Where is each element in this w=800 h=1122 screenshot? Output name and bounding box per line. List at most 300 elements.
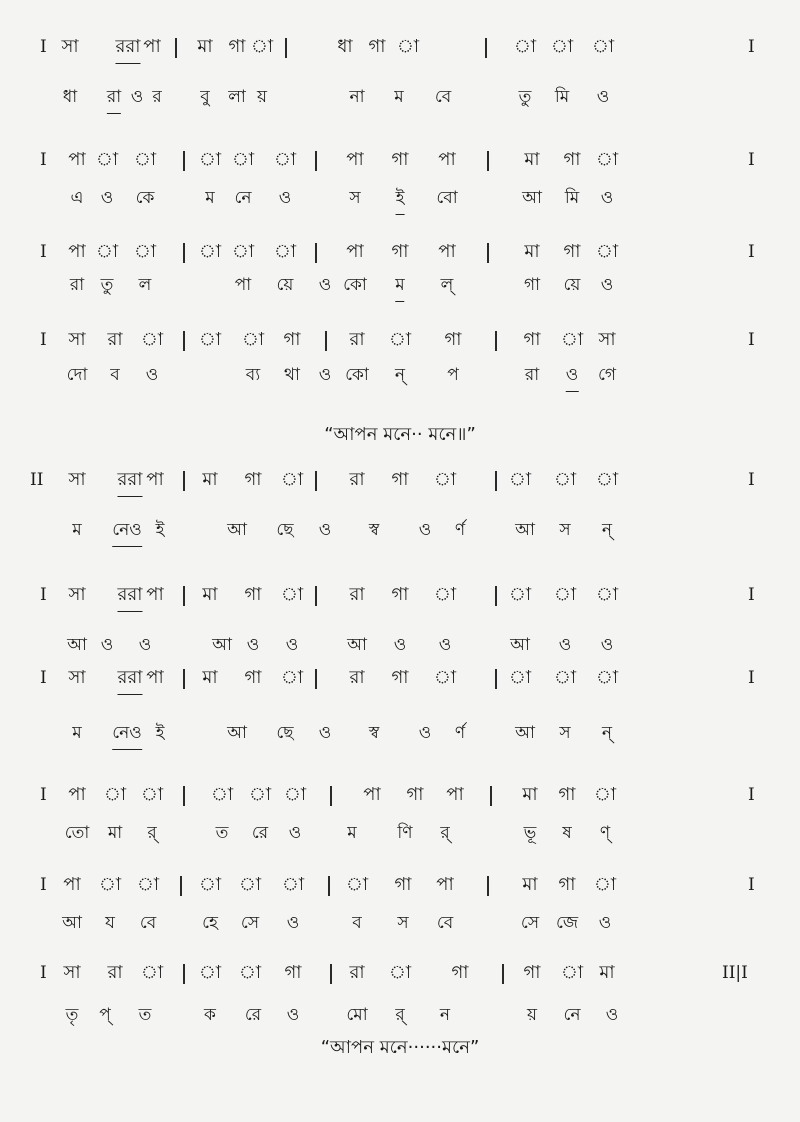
note: মা <box>202 667 218 688</box>
barline <box>495 471 497 491</box>
lyric-syllable: ল্ <box>440 275 454 295</box>
lyric-syllable: ত <box>138 1005 152 1025</box>
note: গা <box>558 784 576 805</box>
lyric-syllable: বু <box>200 87 210 107</box>
end-barline: I <box>748 37 755 57</box>
lyric-syllable: য <box>105 913 115 933</box>
lyric-syllable: ও <box>318 723 332 743</box>
lyric-syllable: ও <box>566 360 579 392</box>
lyric-syllable: আ <box>212 635 232 655</box>
lyric-syllable: আ <box>227 520 247 540</box>
note: া <box>273 241 297 262</box>
lyric-syllable: আ <box>522 188 542 208</box>
note: গা <box>284 962 302 983</box>
section-heading: “আপন মনে······মনে” <box>320 1037 480 1058</box>
lyric-syllable: ই <box>396 183 405 215</box>
note: সা <box>598 329 616 350</box>
lyric-syllable: প <box>447 365 459 385</box>
lyric-syllable: ণি <box>397 823 413 843</box>
barline <box>502 964 504 984</box>
barline <box>330 786 332 806</box>
lyric-syllable: ব <box>110 365 120 385</box>
note: া <box>238 874 262 895</box>
lyric-syllable: ম <box>394 87 404 107</box>
lyric-syllable: সে <box>240 913 260 933</box>
note: ররা <box>117 663 142 695</box>
lyric-syllable: রা <box>107 82 121 114</box>
lyric-syllable: থা <box>284 365 300 385</box>
note: া <box>595 667 619 688</box>
lyric-syllable: ও <box>600 275 614 295</box>
note: গা <box>563 241 581 262</box>
note: রা <box>349 469 365 490</box>
barline <box>183 331 185 351</box>
note: া <box>231 241 255 262</box>
note: া <box>388 329 412 350</box>
barline <box>330 964 332 984</box>
lyric-syllable: স <box>397 913 409 933</box>
note: গা <box>558 874 576 895</box>
lyrics-line <box>0 908 800 938</box>
lyric-syllable: স <box>349 188 361 208</box>
note: পা <box>68 149 86 170</box>
lyric-syllable: ও <box>278 188 292 208</box>
lyric-syllable: ও <box>600 635 614 655</box>
note: পা <box>146 667 164 688</box>
lyric-syllable: ম <box>395 270 404 302</box>
note: া <box>103 784 127 805</box>
lyric-syllable: প্ <box>99 1005 111 1025</box>
note: গা <box>406 784 424 805</box>
note: রা <box>349 584 365 605</box>
lyric-syllable: মি <box>554 87 570 107</box>
lyric-syllable: য় <box>526 1005 538 1025</box>
lyric-syllable: কে <box>135 188 155 208</box>
note: া <box>433 584 457 605</box>
note: পা <box>436 874 454 895</box>
lyric-syllable: আ <box>67 635 87 655</box>
section-heading: “আপন মনে·· মনে॥” <box>324 424 476 445</box>
note: া <box>198 149 222 170</box>
barline <box>315 471 317 491</box>
note: মা <box>524 241 540 262</box>
lyric-syllable: য় <box>256 87 268 107</box>
notes-line <box>0 958 800 988</box>
barline <box>487 243 489 263</box>
note: া <box>283 784 307 805</box>
note: া <box>140 962 164 983</box>
lyric-syllable: ও <box>418 520 432 540</box>
note: া <box>593 874 617 895</box>
notes-line <box>0 145 800 175</box>
lyric-syllable: ম <box>205 188 215 208</box>
note: সা <box>68 584 86 605</box>
lyric-syllable: ব্য <box>245 365 261 385</box>
note: া <box>248 784 272 805</box>
note: া <box>95 241 119 262</box>
note: া <box>513 36 537 57</box>
barline <box>328 876 330 896</box>
note: া <box>280 584 304 605</box>
lyric-syllable: আ <box>515 520 535 540</box>
note: া <box>273 149 297 170</box>
end-barline: I <box>748 470 755 490</box>
note: পা <box>438 149 456 170</box>
lyric-syllable: র <box>152 87 162 107</box>
note: া <box>553 667 577 688</box>
end-barline: I <box>748 875 755 895</box>
end-barline: I <box>748 330 755 350</box>
note: া <box>210 784 234 805</box>
notes-line <box>0 870 800 900</box>
end-barline: I <box>748 242 755 262</box>
note: গা <box>391 149 409 170</box>
note: গা <box>523 329 541 350</box>
notes-line <box>0 237 800 267</box>
lyric-syllable: ছে <box>276 723 294 743</box>
note: া <box>238 962 262 983</box>
barline <box>490 786 492 806</box>
note: গা <box>451 962 469 983</box>
lyric-syllable: ম <box>72 520 82 540</box>
lyric-syllable: ও <box>600 188 614 208</box>
lyric-syllable: দো <box>66 365 88 385</box>
note: া <box>595 584 619 605</box>
note: মা <box>524 149 540 170</box>
note: া <box>198 874 222 895</box>
lyric-syllable: নেও <box>112 515 142 547</box>
lyric-syllable: নে <box>563 1005 581 1025</box>
lyric-syllable: ও <box>318 520 332 540</box>
note: সা <box>68 329 86 350</box>
note: গা <box>283 329 301 350</box>
lyrics-line <box>0 1000 800 1030</box>
lyric-syllable: ও <box>246 635 260 655</box>
end-barline: I <box>748 150 755 170</box>
barline <box>315 243 317 263</box>
lyric-syllable: ও <box>100 635 114 655</box>
lyric-syllable: ন্ <box>601 520 613 540</box>
note: মা <box>202 584 218 605</box>
lyric-syllable: মা <box>107 823 123 843</box>
lyric-syllable: ণ্ <box>599 823 611 843</box>
lyric-syllable: তৃ <box>65 1005 79 1025</box>
note: পা <box>446 784 464 805</box>
note: া <box>95 149 119 170</box>
lyric-syllable: র্ <box>147 823 157 843</box>
note: ররা <box>117 580 142 612</box>
lyric-syllable: তু <box>100 275 114 295</box>
lyric-syllable: বে <box>434 87 452 107</box>
end-barline: I <box>748 785 755 805</box>
start-barline: I <box>40 330 47 350</box>
note: সা <box>68 469 86 490</box>
lyric-syllable: ও <box>393 635 407 655</box>
lyric-syllable: গে <box>597 365 617 385</box>
note: মা <box>197 36 213 57</box>
barline <box>315 151 317 171</box>
note: গা <box>444 329 462 350</box>
note: রা <box>349 667 365 688</box>
barline <box>495 331 497 351</box>
lyrics-line <box>0 630 800 660</box>
note: া <box>433 469 457 490</box>
lyrics-line <box>0 818 800 848</box>
note: পা <box>438 241 456 262</box>
barline <box>180 876 182 896</box>
note: রা <box>107 962 123 983</box>
note: া <box>98 874 122 895</box>
note: পা <box>146 469 164 490</box>
lyric-syllable: নে <box>234 188 252 208</box>
lyrics-line <box>0 360 800 390</box>
barline <box>485 38 487 58</box>
note: া <box>595 469 619 490</box>
note: রা <box>107 329 123 350</box>
barline <box>183 586 185 606</box>
lyric-syllable: ও <box>605 1005 619 1025</box>
lyric-syllable: ন <box>439 1005 451 1025</box>
notes-line <box>0 780 800 810</box>
lyrics-line <box>0 515 800 545</box>
lyric-syllable: কো <box>343 275 367 295</box>
note: গা <box>391 469 409 490</box>
note: া <box>241 329 265 350</box>
lyric-syllable: জে <box>555 913 579 933</box>
barline <box>183 243 185 263</box>
note: া <box>433 667 457 688</box>
note: া <box>595 149 619 170</box>
lyric-syllable: ত <box>215 823 229 843</box>
lyric-syllable: ই <box>155 723 165 743</box>
note: া <box>593 784 617 805</box>
lyric-syllable: স <box>559 520 571 540</box>
lyric-syllable: ও <box>438 635 452 655</box>
note: পা <box>63 874 81 895</box>
note: া <box>345 874 369 895</box>
lyric-syllable: রে <box>251 823 269 843</box>
lyric-syllable: মো <box>346 1005 368 1025</box>
note: গা <box>563 149 581 170</box>
note: া <box>140 784 164 805</box>
lyric-syllable: রে <box>244 1005 262 1025</box>
lyric-syllable: ন্ <box>394 365 406 385</box>
note: া <box>591 36 615 57</box>
lyric-syllable: ধা <box>62 87 78 107</box>
barline <box>325 331 327 351</box>
end-barline: I <box>748 668 755 688</box>
lyric-syllable: র্ <box>395 1005 405 1025</box>
lyric-syllable: হে <box>202 913 218 933</box>
barline <box>183 669 185 689</box>
note: া <box>508 584 532 605</box>
note: া <box>508 667 532 688</box>
note: রা <box>349 962 365 983</box>
note: ররা <box>117 465 142 497</box>
note: গা <box>228 36 246 57</box>
start-barline: I <box>40 668 47 688</box>
lyric-syllable: লা <box>228 87 246 107</box>
note: া <box>553 584 577 605</box>
lyric-syllable: স্ব <box>368 723 380 743</box>
lyric-syllable: আ <box>515 723 535 743</box>
note: া <box>550 36 574 57</box>
lyric-syllable: রা <box>69 275 85 295</box>
lyric-syllable: ম <box>347 823 357 843</box>
lyric-syllable: এ <box>70 188 84 208</box>
lyrics-line <box>0 82 800 112</box>
note: ধা <box>337 36 353 57</box>
notes-line <box>0 465 800 495</box>
lyric-syllable: রা <box>524 365 540 385</box>
barline <box>315 586 317 606</box>
note: া <box>508 469 532 490</box>
note: পা <box>346 149 364 170</box>
note: গা <box>391 584 409 605</box>
lyric-syllable: তো <box>64 823 90 843</box>
start-barline: II <box>30 470 44 490</box>
note: া <box>231 149 255 170</box>
note: া <box>553 469 577 490</box>
lyric-syllable: ন্ <box>601 723 613 743</box>
lyric-syllable: ব <box>352 913 362 933</box>
note: া <box>198 962 222 983</box>
note: গা <box>368 36 386 57</box>
start-barline: I <box>40 785 47 805</box>
lyric-syllable: ভূ <box>523 823 537 843</box>
barline <box>183 151 185 171</box>
note: া <box>280 469 304 490</box>
barline <box>495 669 497 689</box>
lyric-syllable: ও <box>596 87 610 107</box>
start-barline: I <box>40 963 47 983</box>
start-barline: I <box>40 242 47 262</box>
lyric-syllable: ও <box>418 723 432 743</box>
lyric-syllable: র্ণ <box>454 520 466 540</box>
lyric-syllable: আ <box>510 635 530 655</box>
note: পা <box>143 36 161 57</box>
start-barline: I <box>40 875 47 895</box>
note: গা <box>244 469 262 490</box>
lyric-syllable: সে <box>520 913 540 933</box>
lyric-syllable: ও <box>100 188 114 208</box>
note: া <box>280 667 304 688</box>
lyric-syllable: ল <box>138 275 152 295</box>
lyric-syllable: ও <box>130 87 144 107</box>
lyric-syllable: ছে <box>276 520 294 540</box>
lyric-syllable: তু <box>518 87 532 107</box>
barline <box>183 471 185 491</box>
barline <box>183 786 185 806</box>
note: মা <box>599 962 615 983</box>
notes-line <box>0 32 800 62</box>
lyric-syllable: ও <box>286 913 300 933</box>
note: গা <box>244 584 262 605</box>
lyrics-line <box>0 270 800 300</box>
lyric-syllable: ও <box>138 635 152 655</box>
note: গা <box>391 241 409 262</box>
barline <box>285 38 287 58</box>
lyric-syllable: স <box>559 723 571 743</box>
note: া <box>136 874 160 895</box>
lyric-syllable: মি <box>564 188 580 208</box>
lyric-syllable: স্ব <box>368 520 380 540</box>
notes-line <box>0 663 800 693</box>
lyric-syllable: র্ <box>440 823 450 843</box>
lyric-syllable: নেও <box>112 718 142 750</box>
lyric-syllable: পা <box>234 275 252 295</box>
lyrics-line <box>0 718 800 748</box>
barline <box>487 151 489 171</box>
lyric-syllable: ও <box>286 1005 300 1025</box>
notes-line <box>0 580 800 610</box>
lyric-syllable: না <box>349 87 365 107</box>
note: া <box>133 149 157 170</box>
lyric-syllable: ও <box>598 913 612 933</box>
barline <box>487 876 489 896</box>
note: া <box>198 241 222 262</box>
lyric-syllable: ও <box>285 635 299 655</box>
note: মা <box>202 469 218 490</box>
note: পা <box>146 584 164 605</box>
lyric-syllable: ক <box>204 1005 216 1025</box>
note: সা <box>63 962 81 983</box>
note: া <box>140 329 164 350</box>
note: া <box>250 36 274 57</box>
barline <box>315 669 317 689</box>
lyric-syllable: ও <box>288 823 302 843</box>
note: মা <box>522 874 538 895</box>
lyric-syllable: কো <box>345 365 369 385</box>
lyric-syllable: আ <box>62 913 82 933</box>
lyric-syllable: বো <box>436 188 458 208</box>
note: গা <box>391 667 409 688</box>
lyric-syllable: ও <box>318 275 332 295</box>
note: গা <box>244 667 262 688</box>
start-barline: I <box>40 150 47 170</box>
note: পা <box>68 241 86 262</box>
barline <box>495 586 497 606</box>
notes-line <box>0 325 800 355</box>
note: া <box>560 329 584 350</box>
lyric-syllable: আ <box>347 635 367 655</box>
lyric-syllable: য়ে <box>276 275 294 295</box>
note: া <box>198 329 222 350</box>
note: া <box>560 962 584 983</box>
note: ররা <box>115 32 140 64</box>
note: রা <box>349 329 365 350</box>
note: া <box>133 241 157 262</box>
lyric-syllable: ম <box>72 723 82 743</box>
note: গা <box>394 874 412 895</box>
note: পা <box>68 784 86 805</box>
lyric-syllable: ই <box>155 520 165 540</box>
note: া <box>595 241 619 262</box>
barline <box>183 964 185 984</box>
note: সা <box>61 36 79 57</box>
start-barline: I <box>40 37 47 57</box>
barline <box>175 38 177 58</box>
note: সা <box>68 667 86 688</box>
end-barline: I <box>748 585 755 605</box>
lyric-syllable: গা <box>523 275 541 295</box>
lyric-syllable: ও <box>145 365 159 385</box>
note: া <box>281 874 305 895</box>
note: পা <box>363 784 381 805</box>
end-barline: II|I <box>722 963 748 983</box>
start-barline: I <box>40 585 47 605</box>
lyric-syllable: ও <box>318 365 332 385</box>
